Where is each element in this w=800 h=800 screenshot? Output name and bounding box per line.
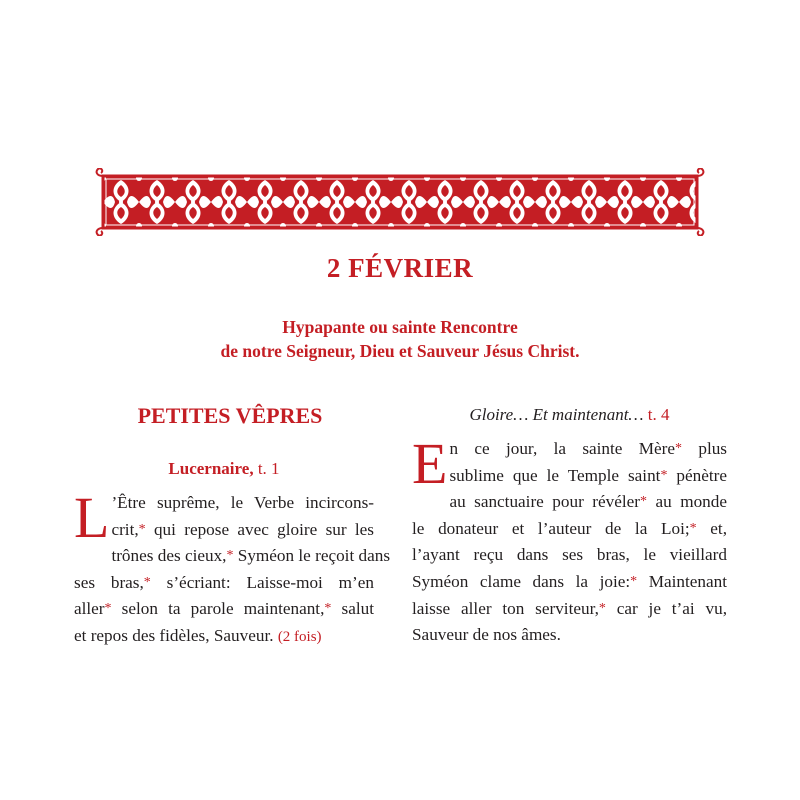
asterisk-mark: * (143, 574, 151, 590)
hymn-text (74, 485, 391, 650)
subtitle-line-1: Hypapante ou sainte Rencontre (282, 317, 518, 337)
section-heading: PETITES VÊPRES (137, 403, 323, 428)
text-line: Sauveur de nos âmes. (412, 625, 561, 645)
repeat-note: (2 fois) (277, 628, 322, 645)
hymn-heading (74, 458, 374, 480)
text-line: trônes des cieux,* Syméon le reçoit dans (111, 546, 391, 566)
doxology-heading-label: Gloire… Et maintenant… (469, 405, 644, 424)
doxology-tone: t. 4 (647, 405, 670, 424)
text-line: le donateur et l’auteur de la Loi;* et, (412, 518, 728, 538)
subtitle-line-2: de notre Seigneur, Dieu et Sauveur Jésus Christ. (220, 341, 580, 361)
text-line: Syméon clame dans la joie:* Maintenant (412, 571, 727, 591)
asterisk-mark: * (660, 467, 668, 483)
hymn-heading-label: Lucernaire, (168, 459, 254, 478)
asterisk-mark: * (138, 521, 146, 537)
text-line: au sanctuaire pour révéler* au monde (449, 492, 727, 512)
asterisk-mark: * (226, 548, 234, 564)
asterisk-mark: * (640, 494, 647, 510)
hymn-tone: t. 1 (257, 459, 280, 478)
drop-cap: L (74, 485, 110, 550)
drop-cap: E (412, 431, 448, 496)
asterisk-mark: * (630, 573, 638, 589)
text-line: ses bras,* s’écriant: Laisse-moi m’en (74, 572, 374, 592)
doxology-heading (412, 404, 727, 426)
asterisk-mark: * (324, 601, 332, 617)
asterisk-mark: * (675, 441, 683, 456)
decorative-interlace-band-icon (93, 168, 707, 236)
text-line: et repos des fidèles, Sauveur. (2 fois) (74, 625, 322, 645)
text-line: n ce jour, la sainte Mère* plus (449, 439, 728, 458)
asterisk-mark: * (104, 601, 112, 617)
text-line: crit,* qui repose avec gloire sur les (111, 519, 374, 539)
text-line: aller* selon ta parole maintenant,* salut (74, 599, 374, 619)
left-column (74, 398, 391, 650)
right-column (412, 398, 727, 649)
asterisk-mark: * (598, 600, 606, 616)
asterisk-mark: * (689, 520, 697, 536)
text-line: laisse aller ton serviteur,* car je t’ai vu, (412, 598, 727, 618)
feast-subtitle (0, 315, 800, 363)
text-line: ’Être suprême, le Verbe incircons- (111, 493, 374, 512)
page-title: 2 FÉVRIER (326, 253, 474, 283)
doxology-text (412, 431, 728, 649)
text-line: l’ayant reçu dans ses bras, le vieillard (412, 545, 727, 565)
text-line: sublime que le Temple saint* pénètre (449, 465, 728, 485)
